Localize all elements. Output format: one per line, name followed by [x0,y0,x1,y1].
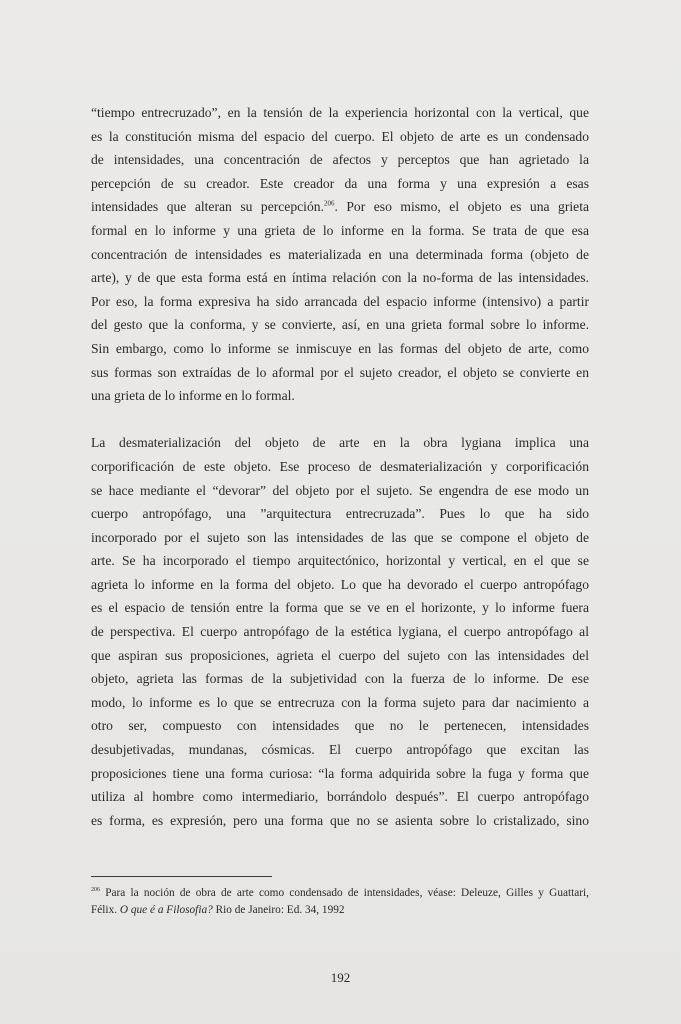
text-line: Sin embargo, como lo informe se inmiscuye en las formas del objeto de arte, como [91,340,589,356]
text-line: proposiciones tiene una forma curiosa: “la forma adquirida sobre la fuga y forma que [91,765,589,781]
text-line: desubjetivadas, mundanas, cósmicas. El cuerpo antropófago que excitan las [91,742,589,758]
text-line: utiliza al hombre como intermediario, borrándolo después”. El cuerpo antropófago [91,789,589,805]
paragraph-2 [91,431,589,832]
footnote-reference[interactable]: 206 [323,199,335,208]
text-line: es forma, es expresión, pero una forma que no se asienta sobre lo cristalizado, sino [91,812,589,828]
text-line: “tiempo entrecruzado”, en la tensión de la experiencia horizontal con la vertical, que [91,105,589,120]
text-line: es la constitución misma del espacio del cuerpo. El objeto de arte es un condensado [91,128,589,144]
text-line: del gesto que la conforma, y se convierte, así, en una grieta formal sobre lo informe. [91,317,589,333]
text-line: de intensidades, una concentración de afectos y perceptos que han agrietado la [91,152,589,168]
footnote-number: 206 [91,887,100,894]
text-segment: . Por eso mismo, el objeto es una grieta [334,199,590,215]
footnote-text: Para la noción de obra de arte como condensado de intensidades, véase: Deleuze, Gilles y Guattari, [105,887,589,899]
text-line: es el espacio de tensión entre la forma que se ve en el horizonte, y lo informe fuera [91,600,589,616]
footnote-book-title: O que é a Filosofia? [119,904,213,916]
text-line: que aspiran sus proposiciones, agrieta el cuerpo del sujeto con las intensidades del [91,647,589,663]
footnote-author: Félix. [91,904,120,916]
footnote [91,885,589,919]
text-line: modo, lo informe es lo que se entrecruza con la forma sujeto para dar nacimiento a [91,694,589,710]
footnote-divider [91,876,272,877]
text-segment: intensidades que alteran su percepción. [91,199,324,215]
text-line: corporificación de este objeto. Ese proceso de desmaterialización y corporificación [91,458,589,474]
text-line: arte. Se ha incorporado el tiempo arquitectónico, horizontal y vertical, en el que se [91,553,589,569]
text-line: incorporado por el sujeto son las intensidades de las que se compone el objeto de [91,529,589,545]
text-line: agrieta lo informe en la forma del objeto. Lo que ha devorado el cuerpo antropófago [91,576,589,592]
text-line: arte), y de que esta forma está en íntima relación con la no-forma de las intensidades. [91,270,589,286]
text-line: Por eso, la forma expresiva ha sido arrancada del espacio informe (intensivo) a partir [91,293,589,309]
text-line: cuerpo antropófago, una ”arquitectura entrecruzada”. Pues lo que ha sido [91,506,589,522]
text-line: otro ser, compuesto con intensidades que no le pertenecen, intensidades [91,718,589,734]
footnote-line [91,885,589,902]
body-text [91,101,589,832]
text-line: objeto, agrieta las formas de la subjetividad con la fuerza de lo informe. De ese [91,671,589,687]
text-line: La desmaterialización del objeto de arte en la obra lygiana implica una [91,435,589,451]
text-line: de perspectiva. El cuerpo antropófago de la estética lygiana, el cuerpo antropófago al [91,624,589,640]
page-number: 192 [330,970,351,985]
paragraph-1 [91,101,589,408]
text-line: sus formas son extraídas de lo aformal por el sujeto creador, el objeto se convierte en [91,364,589,380]
text-line: percepción de su creador. Este creador da una forma y una expresión a esas [91,175,589,191]
text-line: concentración de intensidades es materializada en una determinada forma (objeto de [91,246,589,262]
text-line: se hace mediante el “devorar” del objeto por el sujeto. Se engendra de ese modo un [91,482,589,498]
text-line: una grieta de lo informe en lo formal. [91,388,295,404]
text-line: formal en lo informe y una grieta de lo informe en la forma. Se trata de que esa [91,222,589,238]
footnote-publication: Rio de Janeiro: Ed. 34, 1992 [212,904,345,916]
footnote-line [91,902,589,919]
text-line-with-note [91,195,589,219]
